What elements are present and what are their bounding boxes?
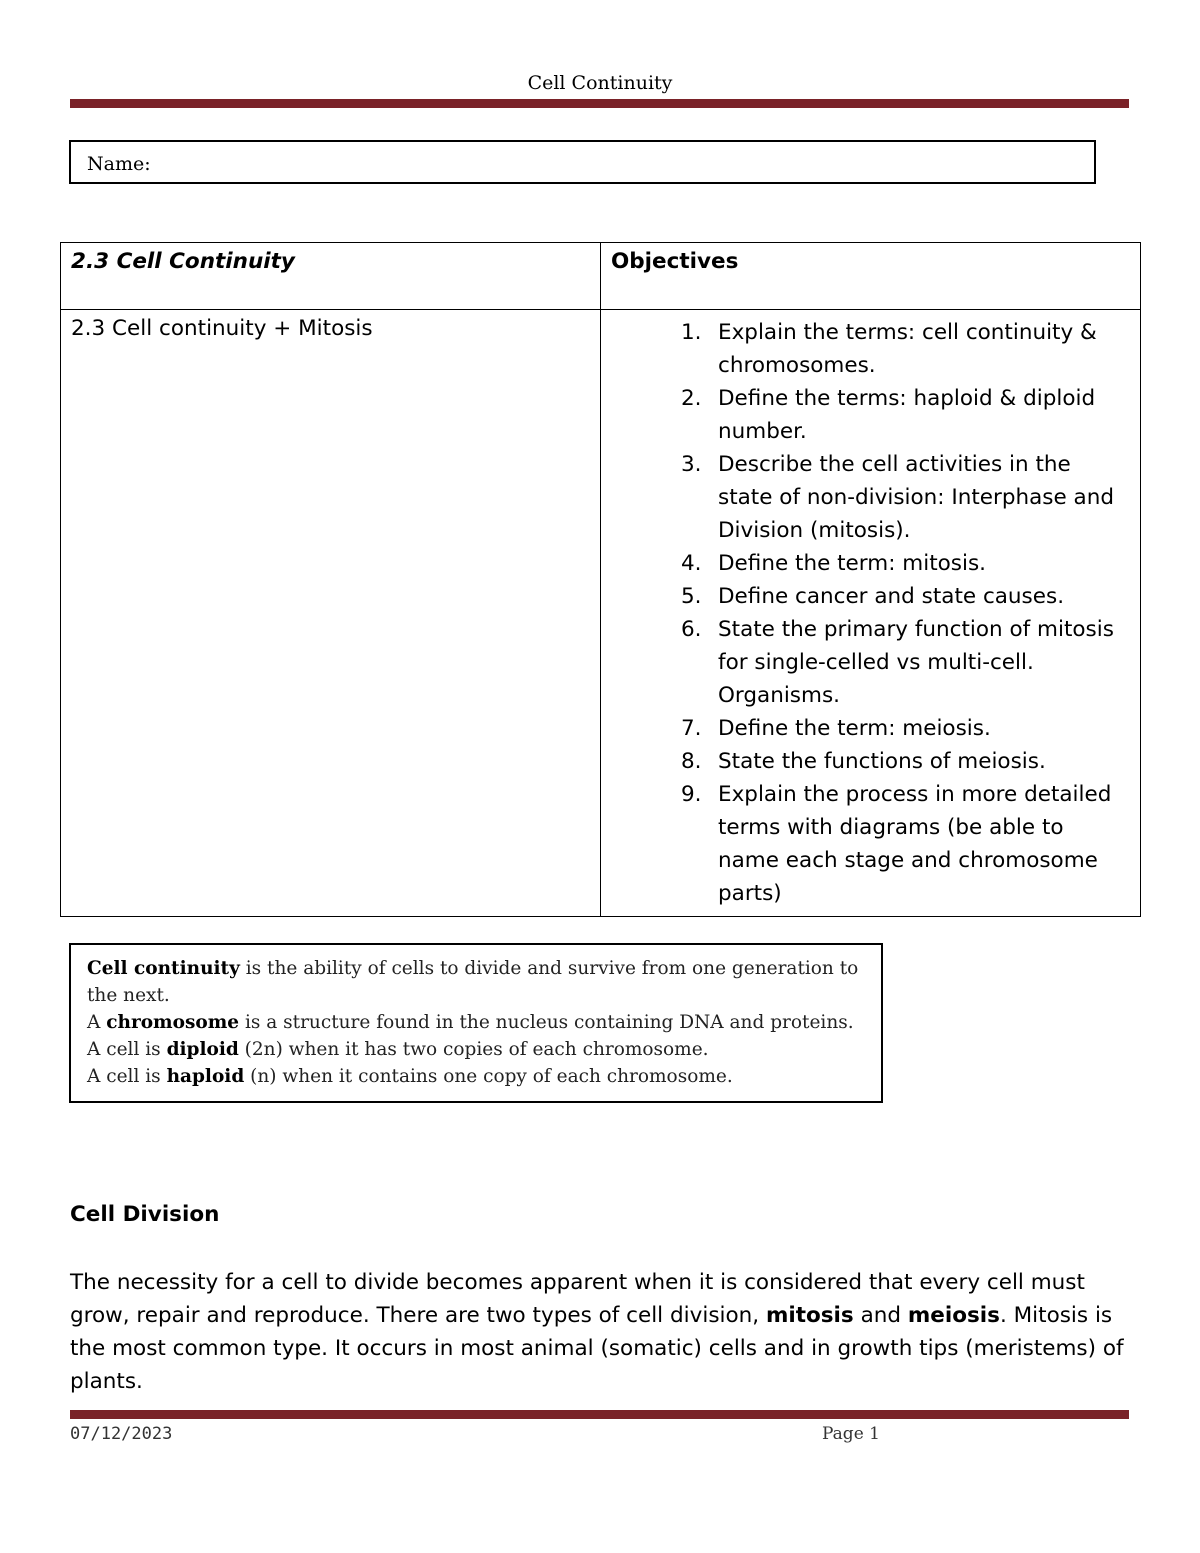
header-rule	[70, 99, 1129, 108]
definition-chromosome: A chromosome is a structure found in the nucleus containing DNA and proteins.	[87, 1012, 854, 1033]
objectives-list	[611, 316, 1130, 910]
objectives-header: Objectives	[601, 243, 1141, 310]
footer-page-number: Page 1	[822, 1424, 880, 1444]
topic-cell: 2.3 Cell continuity + Mitosis	[61, 310, 601, 917]
list-item: 3. Describe the cell activities in the state of non-division: Interphase and Division (mitosis).	[681, 452, 1114, 543]
cell-division-paragraph: The necessity for a cell to divide becomes apparent when it is considered that every cell must grow, repair and reproduce. There are two types of cell division, mitosis and meiosis. Mitosis is the most common type. It occurs in most animal (somatic) cells and in growth tips (meristems) of plants.	[70, 1270, 1124, 1394]
list-item: 6. State the primary function of mitosis for single-celled vs multi-cell. Organisms.	[681, 617, 1114, 708]
list-item: 9. Explain the process in more detailed terms with diagrams (be able to name each stage and chromosome parts)	[681, 782, 1112, 906]
footer-date: 07/12/2023	[70, 1424, 173, 1444]
definition-haploid: A cell is haploid (n) when it contains one copy of each chromosome.	[87, 1066, 733, 1087]
page-header-title: Cell Continuity	[527, 72, 673, 94]
objectives-table	[60, 242, 1141, 917]
name-field[interactable]	[69, 140, 1096, 184]
list-item: 5. Define cancer and state causes.	[681, 584, 1065, 609]
objectives-cell	[601, 310, 1141, 917]
definition-cell-continuity: Cell continuity is the ability of cells to divide and survive from one generation to the next.	[87, 958, 859, 1006]
table-row	[61, 310, 1141, 917]
list-item: 2. Define the terms: haploid & diploid number.	[681, 386, 1096, 444]
list-item: 8. State the functions of meiosis.	[681, 749, 1046, 774]
definition-diploid: A cell is diploid (2n) when it has two copies of each chromosome.	[87, 1039, 709, 1060]
name-label: Name:	[87, 153, 151, 175]
table-header-row	[61, 243, 1141, 310]
list-item: 4. Define the term: mitosis.	[681, 551, 986, 576]
definitions-box	[69, 943, 883, 1103]
list-item: 7. Define the term: meiosis.	[681, 716, 991, 741]
topic-header: 2.3 Cell Continuity	[61, 243, 601, 310]
list-item: 1. Explain the terms: cell continuity & chromosomes.	[681, 320, 1097, 378]
section-title: Cell Division	[70, 1202, 220, 1227]
footer-rule	[70, 1410, 1129, 1419]
